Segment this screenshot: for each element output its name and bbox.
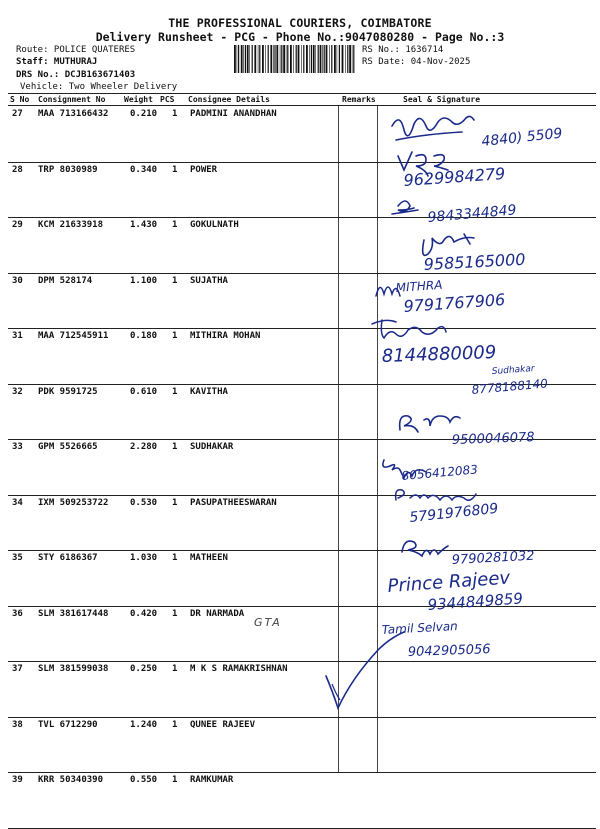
- signature-name-row-38: Prince Rajeev: [386, 567, 511, 597]
- weight-value: 1.100: [130, 275, 158, 286]
- serial-number: 35: [12, 553, 23, 563]
- table-row: [8, 661, 596, 716]
- consignee-name: SUDHAKAR: [190, 442, 234, 452]
- weight-value: 0.530: [130, 497, 158, 508]
- consignee-name: QUNEE RAJEEV: [190, 719, 256, 730]
- weight-value: 0.610: [130, 386, 158, 397]
- pcs-count: 1: [172, 608, 178, 619]
- table-row: [8, 106, 596, 161]
- pcs-count: 1: [172, 275, 178, 286]
- signature-phone-row-31: 9791767906: [402, 289, 506, 316]
- pcs-count: 1: [172, 386, 178, 397]
- serial-number: 31: [12, 331, 23, 341]
- barcode: [232, 45, 358, 73]
- weight-value: 1.430: [130, 220, 158, 230]
- signature-name-row-31: MITHRA: [395, 277, 443, 295]
- consignment-number: STY 6186367: [38, 553, 98, 563]
- route-label: Route: POLICE QUATERES: [16, 45, 136, 55]
- consignment-number: PDK 9591725: [38, 386, 98, 397]
- signature-phone-row-30: 9585165000: [423, 249, 526, 274]
- pcs-count: 1: [172, 442, 178, 452]
- table-row: [8, 606, 596, 661]
- weight-value: 1.030: [130, 553, 158, 563]
- weight-value: 0.340: [130, 164, 158, 175]
- col-seal-signature: Seal & Signature: [403, 95, 481, 104]
- signature-phone-row-33: 8778188140: [471, 376, 549, 397]
- serial-number: 38: [12, 719, 23, 730]
- table-row: [8, 384, 596, 439]
- consignment-number: MAA 713166432: [38, 109, 109, 119]
- pcs-count: 1: [172, 331, 178, 341]
- pcs-count: 1: [172, 164, 178, 175]
- consignee-name: KAVITHA: [190, 386, 228, 397]
- consignment-number: MAA 712545911: [38, 331, 109, 341]
- col-consignment: Consignment No: [38, 95, 106, 104]
- serial-number: 39: [12, 775, 23, 785]
- pcs-count: 1: [172, 553, 178, 563]
- pcs-count: 1: [172, 109, 178, 119]
- runsheet-subtitle: Delivery Runsheet - PCG - Phone No.:9047080280 - Page No.:3: [95, 30, 505, 44]
- signature-phone-row-36: 5791976809: [408, 500, 500, 526]
- table-row: [8, 550, 596, 605]
- signature-phone-row-38: 9344849859: [427, 589, 524, 614]
- consignee-name: MATHEEN: [190, 553, 228, 563]
- consignment-number: SLM 381617448: [38, 608, 109, 619]
- weight-value: 0.420: [130, 608, 158, 619]
- consignment-number: TVL 6712290: [38, 719, 98, 730]
- consignment-number: IXM 509253722: [38, 497, 109, 508]
- serial-number: 33: [12, 442, 23, 452]
- consignment-number: SLM 381599038: [38, 664, 109, 674]
- consignee-name: PADMINI ANANDHAN: [190, 109, 277, 119]
- consignment-number: TRP 8030989: [38, 164, 98, 175]
- consignment-number: GPM 5526665: [38, 442, 98, 452]
- table-row: [8, 328, 596, 383]
- vehicle-label: Vehicle: Two Wheeler Delivery: [20, 82, 178, 92]
- serial-number: 27: [12, 109, 23, 119]
- consignee-name: MITHIRA MOHAN: [190, 331, 261, 341]
- pcs-count: 1: [172, 775, 178, 785]
- serial-number: 37: [12, 664, 23, 674]
- col-remarks: Remarks: [342, 95, 376, 104]
- signature-name-row-39: Tamil Selvan: [381, 619, 459, 637]
- row39-note: GTA: [254, 616, 282, 629]
- consignee-name: DR NARMADA: [190, 608, 245, 619]
- pcs-count: 1: [172, 664, 178, 674]
- consignment-number: KRR 50340390: [38, 775, 104, 785]
- consignee-name: PASUPATHEESWARAN: [190, 497, 277, 508]
- consignee-name: M K S RAMAKRISHNAN: [190, 664, 288, 674]
- table-row: [8, 439, 596, 494]
- serial-number: 29: [12, 220, 23, 230]
- col-pcs: PCS: [160, 95, 175, 104]
- serial-number: 36: [12, 608, 23, 619]
- consignee-name: RAMKUMAR: [190, 775, 234, 785]
- pcs-count: 1: [172, 220, 178, 230]
- consignee-name: GOKULNATH: [190, 220, 239, 230]
- weight-value: 1.240: [130, 719, 158, 730]
- weight-value: 0.180: [130, 331, 158, 341]
- col-weight: Weight: [124, 95, 153, 104]
- signature-phone-row-34: 9500046078: [451, 430, 535, 448]
- signature-phone-row-29: 9843344849: [426, 202, 518, 226]
- table-row: [8, 273, 596, 328]
- consignment-number: KCM 21633918: [38, 220, 104, 230]
- signature-name-row-33: Sudhakar: [491, 364, 535, 377]
- signature-phone-row-27: 4840) 5509: [480, 125, 564, 150]
- serial-number: 32: [12, 386, 23, 397]
- header-top-rule: [8, 93, 596, 94]
- table-row: [8, 717, 596, 772]
- staff-label: Staff: MUTHURAJ: [16, 57, 98, 67]
- signature-phone-row-35: 8056412083: [401, 462, 479, 483]
- signature-phone-row-39: 9042905056: [407, 642, 491, 660]
- drs-number: DRS No.: DCJB163671403: [16, 70, 136, 80]
- pcs-count: 1: [172, 719, 178, 730]
- signature-phone-row-37: 9790281032: [451, 548, 535, 568]
- col-sno: S No: [10, 95, 30, 104]
- rs-number: RS No.: 1636714: [362, 45, 444, 55]
- rs-date: RS Date: 04-Nov-2025: [362, 57, 471, 67]
- signature-phone-row-28: 9629984279: [402, 163, 506, 190]
- table-row: [8, 217, 596, 272]
- consignee-name: POWER: [190, 164, 218, 175]
- signature-phone-row-32: 8144880009: [381, 342, 497, 367]
- serial-number: 28: [12, 164, 23, 175]
- consignee-name: SUJATHA: [190, 275, 228, 286]
- weight-value: 0.250: [130, 664, 158, 674]
- weight-value: 0.550: [130, 775, 158, 785]
- pcs-count: 1: [172, 497, 178, 508]
- table-row: [8, 162, 596, 217]
- serial-number: 34: [12, 497, 23, 508]
- table-row: [8, 495, 596, 550]
- consignment-number: DPM 528174: [38, 275, 93, 286]
- serial-number: 30: [12, 275, 23, 286]
- row-divider: [8, 828, 596, 829]
- weight-value: 2.280: [130, 442, 158, 452]
- runsheet-title: THE PROFESSIONAL COURIERS, COIMBATORE: [168, 16, 432, 30]
- col-consignee: Consignee Details: [188, 95, 270, 104]
- weight-value: 0.210: [130, 109, 158, 119]
